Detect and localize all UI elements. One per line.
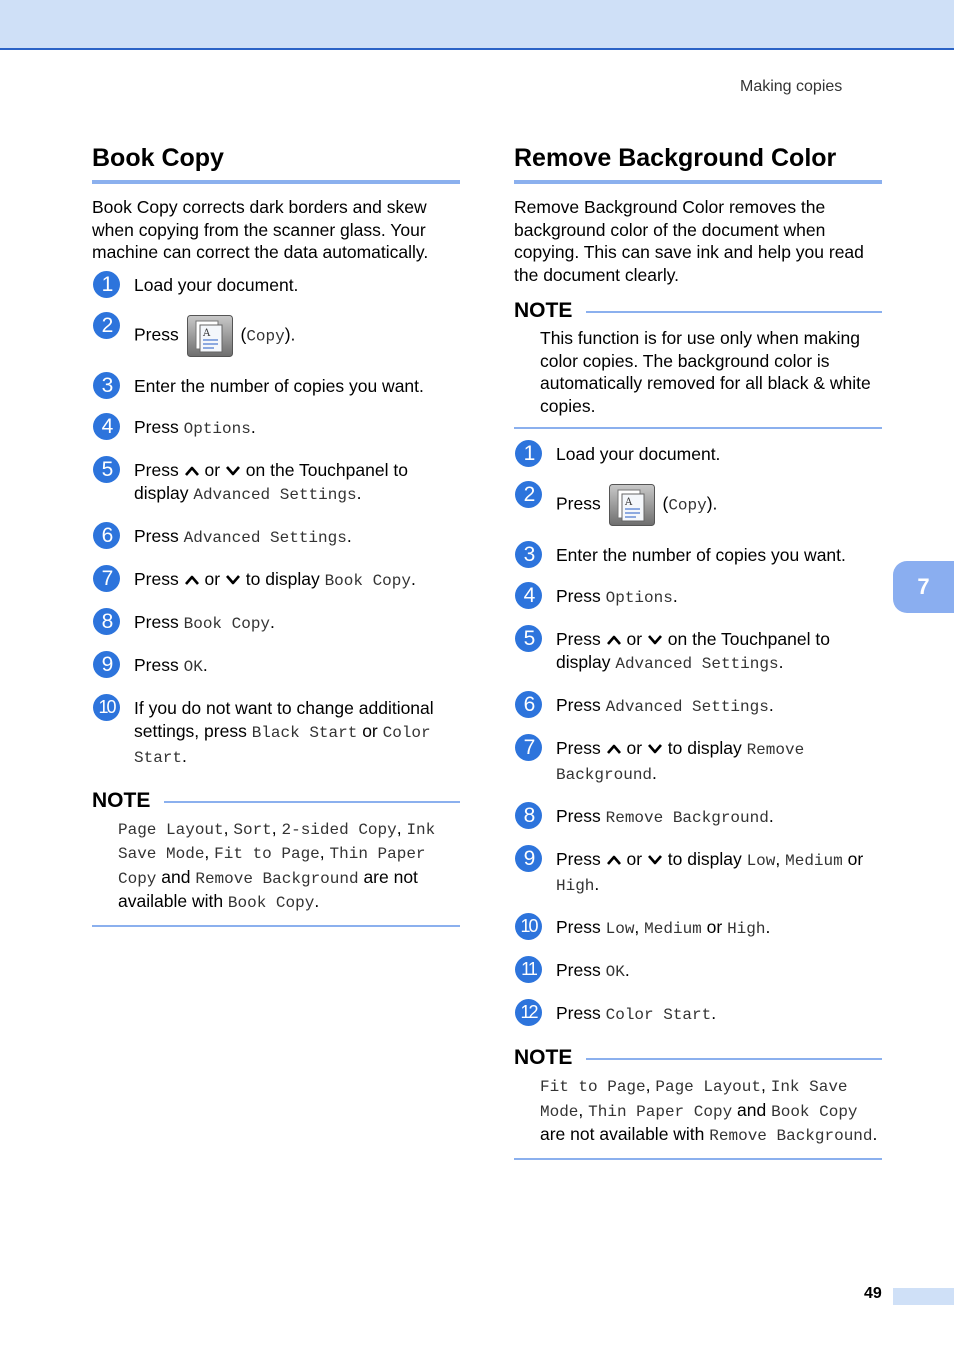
note-title: NOTE [92,788,164,814]
ui-label: Fit to Page [540,1078,646,1096]
ui-label: OK [605,963,625,981]
ui-label: Ink Save Mode [540,1078,848,1121]
ui-label: Page Layout [118,820,224,839]
step-number-badge: 6 [93,522,120,549]
ui-label: Options [183,419,251,438]
step-item: 7 Press or to display Remove Background. [514,737,882,787]
chevron-down-icon [647,854,663,866]
ui-label: Remove Background [709,1127,873,1145]
step-number-badge: 1 [515,440,542,467]
step-item: 8 Press Remove Background. [514,805,882,830]
step-item: 2 Press A (Copy). [92,315,460,357]
step-number-badge: 8 [93,608,120,635]
chevron-up-icon [606,854,622,866]
step-item: 1 Load your document. [514,443,882,466]
ui-label: Remove Background [556,741,805,784]
step-item: 5 Press or on the Touchpanel to display Advanced Settings. [92,459,460,507]
ui-label: Advanced Settings [183,528,347,547]
ui-label: Medium [644,920,702,938]
svg-text:A: A [202,327,210,339]
copy-icon [609,484,655,526]
ui-label: Color Start [134,723,431,767]
step-item: 5 Press or on the Touchpanel to display Advanced Settings. [514,628,882,676]
book-copy-intro: Book Copy corrects dark borders and skew when copying from the scanner glass. Your machine can correct the data automatically. [92,197,429,262]
svg-text:A: A [624,497,632,508]
note-body: This function is for use only when making color copies. The background color is automatically removed for all black & white copies. [514,327,882,429]
step-item: 4 Press Options. [92,416,460,441]
ui-label: Sort [233,820,272,839]
step-number-badge: 6 [515,691,542,718]
step-number-badge: 9 [93,651,120,678]
step-number-badge: 5 [93,456,120,483]
step-number-badge: 2 [515,481,542,508]
remove-background-steps [514,443,882,1027]
book-copy-title: Book Copy [92,142,460,184]
step-item: 1 Load your document. [92,274,460,297]
ui-label: Book Copy [324,571,411,590]
ui-label: Copy [246,327,285,346]
step-item: 6 Press Advanced Settings. [514,694,882,719]
step-item: 6 Press Advanced Settings. [92,525,460,550]
step-item: 2 Press A (Copy). [514,484,882,526]
ui-label: Color Start [605,1006,712,1024]
step-item: 7 Press or to display Book Copy. [92,568,460,593]
step-item: 9 Press OK. [92,654,460,679]
step-number-badge: 10 [93,694,120,721]
step-number-badge: 3 [515,541,542,568]
copy-icon [187,315,233,357]
step-number-badge: 1 [93,271,120,298]
chevron-up-icon [184,465,200,477]
ui-label: Fit to Page [214,845,320,863]
ui-label: Book Copy [183,614,271,633]
chevron-down-icon [647,743,663,755]
ui-label: Thin Paper Copy [118,845,426,888]
ui-label: Ink Save Mode [118,820,436,863]
remove-background-note-1 [514,298,882,429]
step-number-badge: 5 [515,625,542,652]
step-number-badge: 4 [515,582,542,609]
ui-label: High [556,877,595,895]
step-item: 11 Press OK. [514,959,882,984]
step-number-badge: 10 [515,913,542,940]
remove-background-intro: Remove Background Color removes the background color of the document when copying. This can save ink and help you read the document clearly. [514,197,864,285]
step-number-badge: 7 [93,565,120,592]
ui-label: High [727,920,766,938]
step-item: 8 Press Book Copy. [92,611,460,636]
step-number-badge: 9 [515,845,542,872]
step-number-badge: 3 [93,372,120,399]
ui-label: Book Copy [771,1102,858,1121]
book-copy-steps [92,274,460,770]
running-header: Making copies [740,78,843,95]
step-item: 12 Press Color Start. [514,1002,882,1027]
chevron-down-icon [225,465,241,477]
ui-label: Medium [785,852,843,870]
step-number-badge: 4 [93,413,120,440]
remove-background-section [514,142,882,1160]
note-body: Fit to Page, Page Layout, Ink Save Mode, Thin Paper Copy and Book Copy are not available with Remove Background. [514,1074,882,1160]
chevron-up-icon [184,574,200,586]
ui-label: Thin Paper Copy [588,1102,733,1121]
ui-label: Remove Background [605,809,769,827]
ui-label: Book Copy [227,894,315,912]
step-item: 10 Press Low, Medium or High. [514,916,882,941]
step-number-badge: 7 [515,734,542,761]
remove-background-note-2 [514,1045,882,1160]
ui-label: Low [605,920,635,938]
chevron-down-icon [647,634,663,646]
ui-label: OK [183,657,203,676]
step-item: 10 If you do not want to change additional settings, press Black Start or Color Start. [92,697,460,770]
step-item: 3 Enter the number of copies you want. [514,544,882,567]
ui-label: Advanced Settings [193,485,357,504]
chapter-tab: 7 [893,561,954,613]
ui-label: Advanced Settings [605,698,769,716]
ui-label: Copy [668,496,707,515]
ui-label: Page Layout [655,1078,761,1096]
step-number-badge: 12 [515,999,542,1026]
ui-label: Advanced Settings [615,655,779,673]
step-item: 3 Enter the number of copies you want. [92,375,460,398]
remove-background-title: Remove Background Color [514,142,882,184]
step-number-badge: 2 [93,312,120,339]
chevron-up-icon [606,634,622,646]
top-banner [0,0,954,50]
note-title: NOTE [514,1045,586,1071]
book-copy-note [92,788,460,927]
ui-label: 2-sided Copy [281,820,397,839]
page-number: 49 [864,1285,882,1302]
note-title: NOTE [514,298,586,324]
book-copy-section [92,142,460,927]
ui-label: Remove Background [195,869,359,888]
chevron-down-icon [225,574,241,586]
ui-label: Black Start [251,723,358,742]
step-number-badge: 8 [515,802,542,829]
ui-label: Low [746,852,776,870]
note-body: Page Layout, Sort, 2-sided Copy, Ink Save Mode, Fit to Page, Thin Paper Copy and Remove Background are not available with Book Copy. [92,817,460,927]
step-number-badge: 11 [515,956,542,983]
ui-label: Options [605,589,673,607]
page-number-bar [893,1288,954,1305]
step-item: 4 Press Options. [514,585,882,610]
step-item: 9 Press or to display Low, Medium or High. [514,848,882,898]
chevron-up-icon [606,743,622,755]
